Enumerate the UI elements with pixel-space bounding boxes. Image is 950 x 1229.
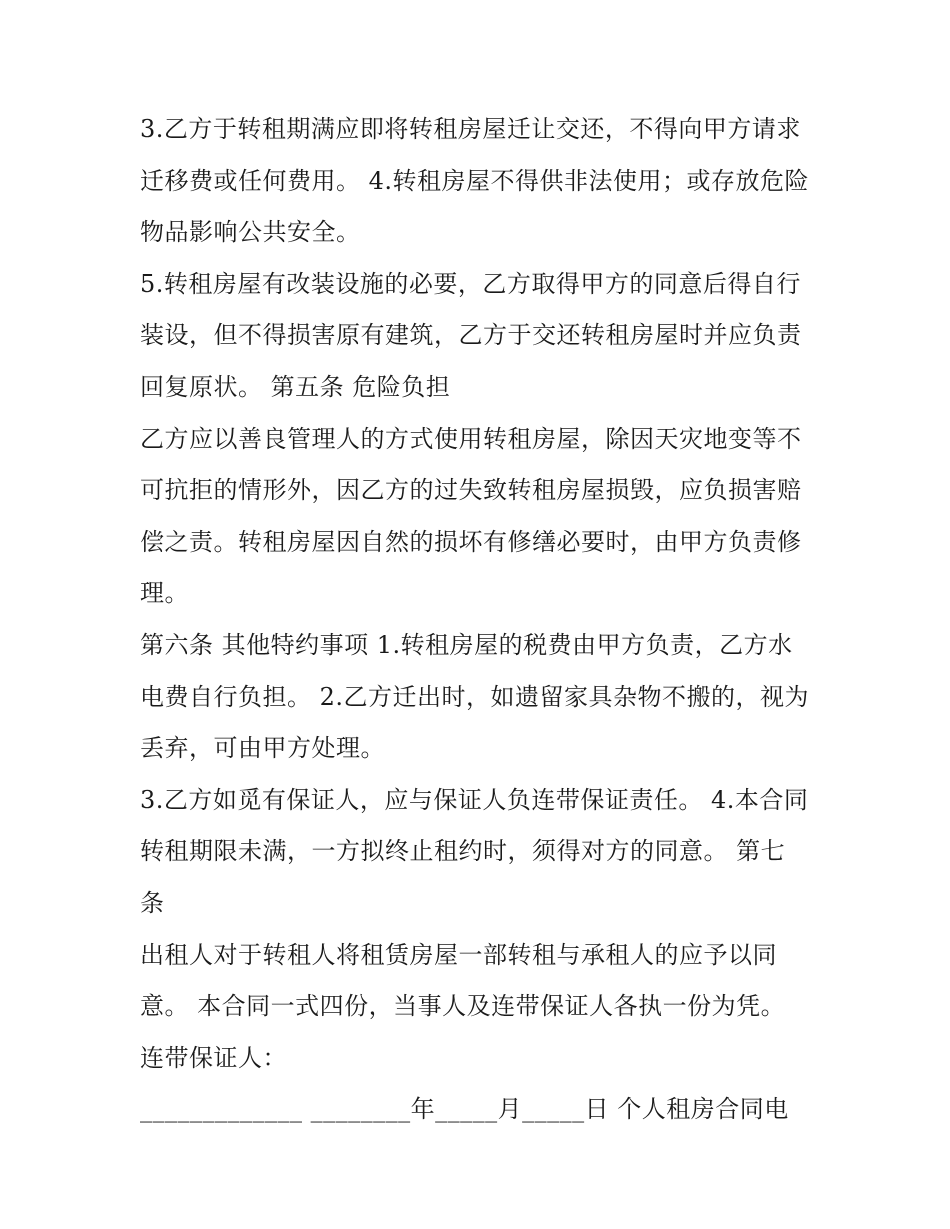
text-line: 装设，但不得损害原有建筑，乙方于交还转租房屋时并应负责 xyxy=(140,321,802,350)
text-line: 物品影响公共安全。 xyxy=(140,218,361,247)
text-line: 出租人对于转租人将租赁房屋一部转租与承租人的应予以同 xyxy=(140,940,777,969)
text-line: 电费自行负担。 2.乙方迁出时，如遗留家具杂物不搬的，视为 xyxy=(140,682,810,711)
signature-date-line: _____________ ________年_____月_____日 个人租房合同电 xyxy=(140,1095,789,1124)
text-line: 3.乙方于转租期满应即将转租房屋迁让交还，不得向甲方请求 xyxy=(140,115,801,143)
text-line: 3.乙方如觅有保证人，应与保证人负连带保证责任。 4.本合同 xyxy=(140,785,809,814)
text-line: 5.转租房屋有改装设施的必要，乙方取得甲方的同意后得自行 xyxy=(140,269,801,298)
text-line: 回复原状。 第五条 危险负担 xyxy=(140,372,451,401)
text-line: 第六条 其他特约事项 1.转租房屋的税费由甲方负责，乙方水 xyxy=(140,630,793,659)
document-body xyxy=(140,104,820,1136)
text-line: 转租期限未满，一方拟终止租约时，须得对方的同意。 第七 xyxy=(140,837,786,866)
text-line: 意。 本合同一式四份，当事人及连带保证人各执一份为凭。 xyxy=(140,992,786,1021)
text-line: 乙方应以善良管理人的方式使用转租房屋，除因天灾地变等不 xyxy=(140,424,802,453)
text-line: 偿之责。转租房屋因自然的损坏有修缮必要时，由甲方负责修 xyxy=(140,527,802,556)
text-line: 条 xyxy=(140,888,165,917)
text-line: 丢弃，可由甲方处理。 xyxy=(140,734,385,763)
text-line: 迁移费或任何费用。 4.转租房屋不得供非法使用；或存放危险 xyxy=(140,166,810,195)
text-line: 可抗拒的情形外，因乙方的过失致转租房屋损毁，应负损害赔 xyxy=(140,476,802,505)
text-line: 连带保证人： xyxy=(140,1043,287,1072)
text-line: 理。 xyxy=(140,579,189,608)
